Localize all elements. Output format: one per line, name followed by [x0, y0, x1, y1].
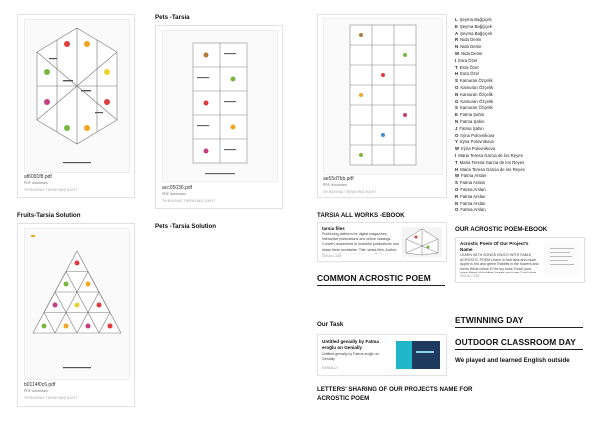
- name-row: S Kamuran Özçelik: [455, 78, 493, 84]
- genially-thumbnail-image: [396, 341, 440, 369]
- pdf-download-link[interactable]: TIKRAYINIZ TIKRAYINIZ KAYIT: [24, 188, 78, 192]
- name-row: E Fatma Şahin: [455, 112, 485, 118]
- name-row: J Fatma Şahin: [455, 125, 484, 131]
- section-title-our-task: Our Task: [317, 321, 344, 328]
- pets-all-grid-image: [324, 19, 442, 174]
- acrostic-thumbnail-image: [544, 242, 580, 276]
- name-row: N Kamuran Özçelik: [455, 91, 493, 97]
- link-card-description: LEARN WITH SONGS ENJOY WITH FABLE ACROSTIC POEM Leave in fruit fans and much Apple is red and green Rabbits in the flowers and mens What colors if f its my nose Touch your: [460, 253, 539, 271]
- link-card-domain: GENIALLY: [322, 366, 339, 370]
- name-row: R Nida Demir: [455, 37, 482, 43]
- pdf-file-name[interactable]: acc05036.pdf: [162, 185, 193, 191]
- link-card-description: Untitled genially by Fatma eroğlu on Genially: [322, 352, 380, 362]
- section-title-tarsia-all-works: TARSIA ALL WORKS -EBOOK: [317, 212, 405, 219]
- link-card-title[interactable]: Acrostic Poem Of Our Project's Name: [460, 241, 529, 252]
- name-row: W Fatma Arslan: [455, 173, 487, 179]
- pdf-card-fruits-solution[interactable]: [17, 223, 135, 407]
- name-row: N Nida Demir: [455, 44, 482, 50]
- name-row: R Fatma Arslan: [455, 193, 486, 199]
- link-card-domain: ISSUU.COM: [460, 274, 480, 278]
- section-title-pets-tarsia: Pets -Tarsia: [155, 14, 190, 21]
- name-row: I Maria Teresa Garcia de los Reyes: [455, 152, 523, 158]
- name-row: I Esra Özel: [455, 57, 478, 63]
- pdf-file-type: PDF dokümanı: [323, 183, 347, 187]
- genially-thumbnail-accent: [396, 341, 412, 369]
- name-row: W Nida Demir: [455, 50, 483, 56]
- section-title-common-acrostic: COMMON ACROSTIC POEM: [317, 273, 431, 283]
- name-row: Y Irýna Polovnikova: [455, 139, 494, 145]
- pdf-card-pets[interactable]: [155, 25, 283, 209]
- divider: [455, 349, 583, 350]
- name-row: S Fatma Arslan: [455, 180, 486, 186]
- name-row: H Esra Özel: [455, 71, 479, 77]
- name-row: W Irýna Polovnikova: [455, 146, 495, 152]
- tarsia-thumbnail-image: [402, 227, 442, 257]
- name-row: G Kamuran Özçelik: [455, 98, 494, 104]
- name-row: H Maria Teresa Garcia de los Reyes: [455, 166, 525, 172]
- name-row: E Şeyma Bağçiçek: [455, 23, 492, 29]
- divider: [317, 285, 445, 286]
- link-card-title[interactable]: tarsia files: [322, 226, 345, 231]
- name-row: L Şeyma Bağçiçek: [455, 17, 492, 22]
- pdf-file-type: PDF dokümanı: [24, 389, 48, 393]
- link-card-title[interactable]: Untitled genially by Fatma eroğlu on Genially: [322, 339, 379, 350]
- section-title-fruits-solution: Fruits-Tarsia Solution: [17, 212, 81, 219]
- name-row: T Maria Teresa Garcia de los Reyes: [455, 159, 525, 165]
- pets-tarsia-grid-image: [163, 31, 277, 181]
- pdf-preview-pets-tarsia[interactable]: [162, 30, 278, 182]
- section-title-letters-sharing: LETTERS' SHARING OF OUR PROJECTS NAME FOR ACROSTIC POEM: [317, 386, 473, 402]
- section-title-acrostic-ebook: OUR ACROSTIC POEM-EBOOK: [455, 226, 548, 233]
- pdf-download-link[interactable]: TIKRAYINIZ TIKRAYINIZ KAYIT: [24, 396, 78, 400]
- name-row: O Fatma Arslan: [455, 186, 486, 192]
- pdf-card-pets-all[interactable]: [317, 14, 447, 198]
- pdf-file-type: PDF dokümanı: [162, 192, 186, 196]
- pdf-file-name[interactable]: b0114f0c6.pdf: [24, 382, 56, 388]
- genially-thumbnail-stripe: [416, 351, 434, 353]
- link-card-tarsia[interactable]: [317, 222, 447, 262]
- name-row: O Kamuran Özçelik: [455, 84, 494, 90]
- pdf-download-link[interactable]: TIKRAYINIZ TIKRAYINIZ KAYIT: [323, 190, 377, 194]
- pdf-file-name[interactable]: af6091f8.pdf: [24, 174, 52, 180]
- name-row: S Kamuran Özçelik: [455, 105, 493, 111]
- section-title-played-learned: We played and learned English outside: [455, 357, 570, 364]
- name-row: O Fatma Arslan: [455, 207, 486, 213]
- fruits-solution-triangle-image: [25, 229, 129, 379]
- pdf-file-name[interactable]: ae55d7bb.pdf: [323, 176, 354, 182]
- link-card-domain: ISSUU.COM: [322, 254, 342, 258]
- name-row: N Fatma Şahin: [455, 118, 485, 124]
- name-row: O Irýna Polovnikova: [455, 132, 495, 138]
- section-title-outdoor-classroom-day: OUTDOOR CLASSROOM DAY: [455, 337, 576, 347]
- pdf-file-type: PDF dokümanı: [24, 181, 48, 185]
- section-title-etwinning-day: ETWINNING DAY: [455, 315, 524, 325]
- pdf-preview-pets-all[interactable]: [323, 18, 443, 175]
- fruits-tarsia-hexagon-image: [25, 20, 129, 172]
- section-title-pets-solution: Pets -Tarsia Solution: [155, 223, 217, 230]
- name-row: A Şeyma Bağçiçek: [455, 30, 493, 36]
- link-card-acrostic[interactable]: [455, 237, 585, 283]
- pdf-preview-fruits-solution[interactable]: [24, 228, 130, 380]
- pdf-download-link[interactable]: TIKRAYINIZ TIKRAYINIZ KAYIT: [162, 199, 216, 203]
- name-row: N Fatma Arslan: [455, 200, 486, 206]
- acrostic-names-list: [455, 17, 525, 214]
- name-row: T Esra Özel: [455, 64, 479, 70]
- pdf-card-fruits[interactable]: [17, 14, 135, 198]
- pdf-preview-fruits-tarsia[interactable]: [24, 19, 130, 173]
- link-card-genially[interactable]: [317, 334, 447, 376]
- link-card-description: Publishing platform for digital magazines, interactive publications and online catalogs. Convert documents to beautiful publications and share them worldwide. Title: tarsia files, Author:: [322, 232, 399, 252]
- divider: [455, 327, 583, 328]
